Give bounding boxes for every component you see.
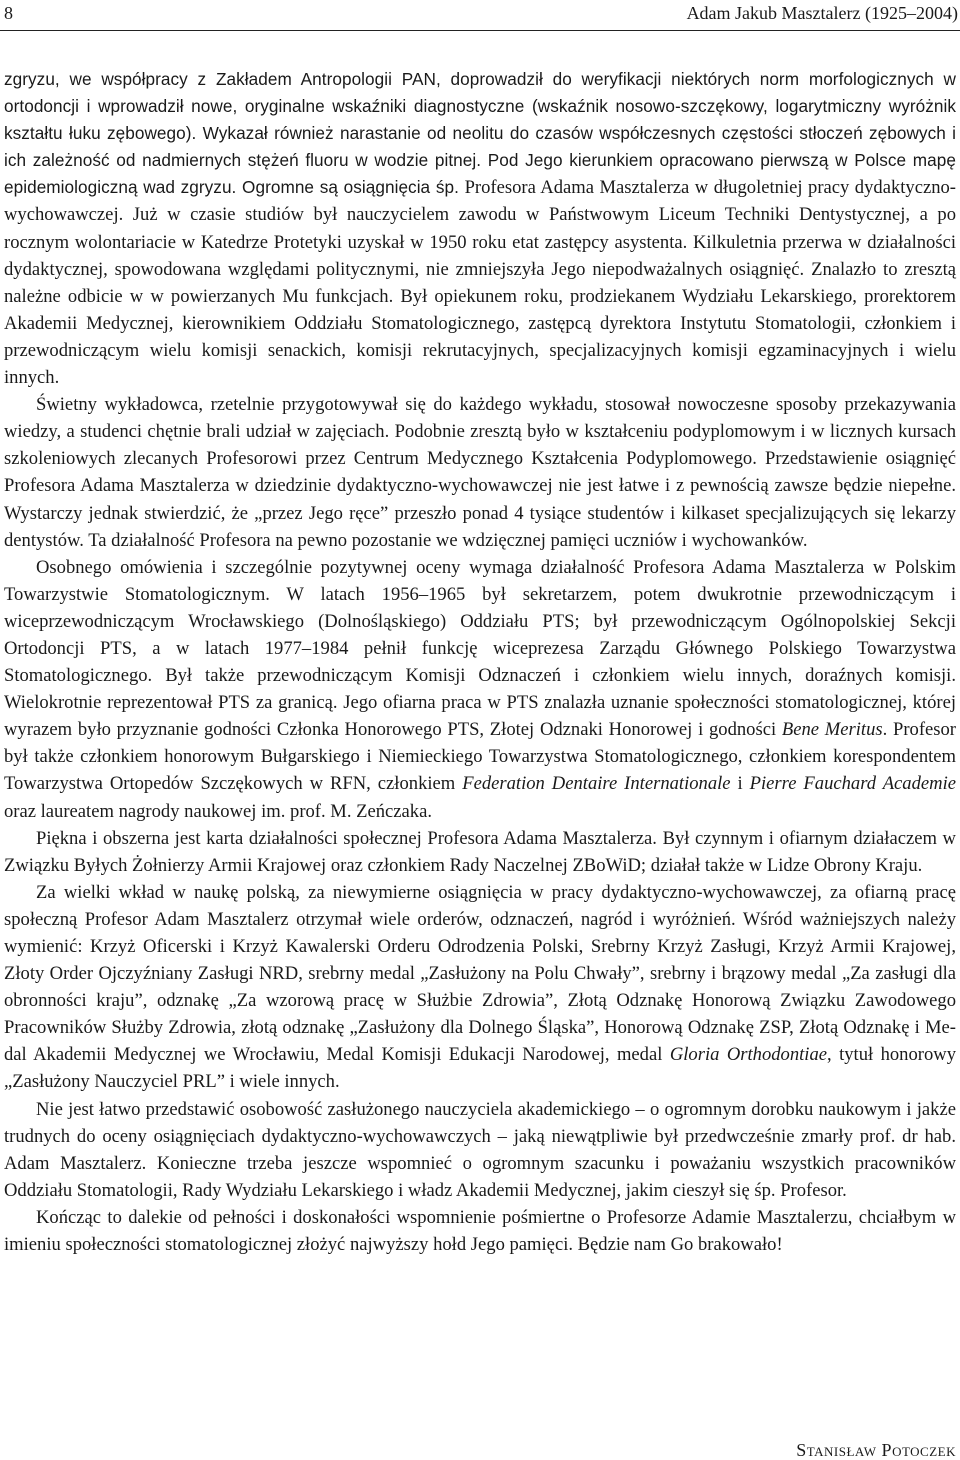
italic-term: Federation Dentaire Internationale — [462, 773, 731, 795]
text-run: Piękna i obszerna jest karta działalności społecznej Profesora Adama Masztalerza. Był czynnym i ofiarnym działaczem w Związku Byłych Żołnierzy Armii Krajowej oraz członkiem Rady Naczelnej ZBoWiD; działał także w Lidze Obrony Kraju. — [4, 827, 956, 876]
text-run: , tytuł honorowy „Zasłużony Nauczyciel PRL” i wiele innych. — [4, 1044, 956, 1093]
page-number: 8 — [4, 3, 13, 23]
text-run: Profesora Adama Masztalerza w długoletniej pracy dydaktyczno-wychowawczej. Już w czasie studiów był nauczycielem zawodu w Państwowym Liceum Techniki Dentystycznej, a po rocznym wolontariacie w Katedrze Protetyki uzyskał w 1950 roku etat zastępcy asystenta. Kilkuletnia przerwa w działalności dydaktycznej, spowodowana względami politycznymi, nie zmniejszyła Jego niepodważalnych osiągnięć. Znalazło to zresztą należne odbicie w w powierzanych Mu funkcjach. Był opiekunem roku, prodziekanem Wydziału Lekarskiego, prorektorem Akademii Medycznej, kierownikiem Oddziału Stomatologicznego, zastępcą dyrektora Instytutu Stomatologii, członkiem i przewodniczącym wielu komisji senackich, komisji rekrutacyjnych, specjalizacyjnych komisji egzaminacyjnych i wielu innych. — [4, 177, 957, 389]
text-run: Kończąc to dalekie od pełności i doskonałości wspomnienie pośmiertne o Profesorze Adamie Masztalerzu, chciałbym w imieniu społeczności stomatologicznej złożyć najwyższy hołd Jego pamięci. Będzie nam Go brakowało! — [4, 1206, 956, 1256]
text-run: Za wielki wkład w naukę polską, za niewymierne osiągnięcia w pracy dydaktyczno-wychowawczej, za ofiarną pracę społeczną Profesor Adam Masztalerz otrzymał wiele orderów, odznaczeń, nagród i wyróżnień. Wśród ważniejszych należy wymienić: Krzyż Oficerski i Krzyż Kawalerski Orderu Odrodzenia Polski, Srebrny Krzyż Zasługi, Krzyż Armii Krajowej, Złoty Order Ojczyźniany Zasługi NRD, srebrny medal „Zasłużony na Polu Chwały”, srebrny i brązowy medal „Za zasługi dla obronności kraju”, odznakę „Za wzorową pracę w Służbie Zdrowia”, Złotą Odznakę Honorową Związku Zawodowego Pracowników Służby Zdrowia, złotą odznakę „Zasłużony dla Dolnego Śląska”, Honorową Odznakę ZSP, Złotą Odznakę i Medal Akademii Medycznej we Wrocławiu, Medal Komisji Edukacji Narodowej, medal — [4, 881, 956, 1066]
text-run: oraz laureatem nagrody naukowej im. prof. M. Zeńczaka. — [4, 800, 432, 822]
italic-term: Bene Meritus — [781, 719, 883, 741]
text-run: . Profesor był także członkiem honorowym Bułgarskiego i Niemieckiego Towarzystwa Stomatologicznego, członkiem korespondentem Towarzystwa Ortopedów Szczękowych w RFN, członkiem — [4, 719, 956, 795]
text-run: zgryzu, we współpracy z Zakładem Antropologii PAN, doprowadził do weryfikacji niektórych norm morfologicznych w ortodoncji i wprowadził nowe, oryginalne wskaźniki diagnostyczne (wskaźnik nosowo-szczękowy, logarytmiczny wyróżnik kształtu łuku zębowego). Wykazał również narastanie od neolitu do czasów współczesnych częstości stłoczeń zębowych i ich zależność od nadmiernych stężeń fluoru w wodzie pitnej. Pod Jego kierunkiem opracowano pierwszą w Polsce mapę epidemiologiczną wad zgryzu. Ogromne są osiągnięcia śp. — [4, 69, 956, 198]
paragraph — [4, 879, 956, 1096]
page-header — [4, 2, 958, 30]
running-title: Adam Jakub Masztalerz (1925–2004) — [686, 3, 958, 23]
paragraph — [4, 391, 956, 554]
author-signature: Stanisław Potoczek — [796, 1440, 956, 1460]
paragraph — [4, 1096, 956, 1204]
italic-term: Gloria Orthodontiae — [669, 1044, 828, 1066]
article-body — [4, 66, 956, 1258]
paragraph — [4, 1204, 956, 1258]
text-run: i — [730, 773, 750, 795]
paragraph — [4, 825, 956, 879]
paragraph — [4, 554, 956, 825]
text-run: Świetny wykładowca, rzetelnie przygotowywał się do każdego wykładu, stosował nowoczesne sposoby przekazywania wiedzy, a studenci chętnie brali udział w zajęciach. Podobnie zresztą było w kształceniu podyplomowym i w licznych kursach szkoleniowych zlecanych Profesorowi przez Centrum Medycznego Kształcenia Podyplomowego. Przedstawienie osiągnięć Profesora Adama Masztalerza w dziedzinie dydaktyczno-wychowawczej nie jest łatwe i z pewnością zawsze będzie niepełne. Wystarczy jednak stwierdzić, że „przez Jego ręce” przeszło ponad 4 tysiące studentów i kilkaset specjalizujących się lekarzy dentystów. Ta działalność Profesora na pewno pozostanie we wdzięcznej pamięci uczniów i wychowanków. — [4, 394, 956, 551]
italic-term: Pierre Fauchard Academie — [749, 773, 957, 795]
header-rule — [0, 30, 960, 31]
paragraph — [4, 66, 956, 391]
text-run: Osobnego omówienia i szczególnie pozytywnej oceny wymaga działalność Profesora Adama Masztalerza w Polskim Towarzystwie Stomatologicznym. W latach 1956–1965 był sekretarzem, potem dwukrotnie przewodniczącym i wiceprzewodniczącym Wrocławskiego (Dolnośląskiego) Oddziału PTS; był przewodniczącym Ogólnopolskiej Sekcji Ortodoncji PTS, a w latach 1977–1984 pełnił funkcję wiceprezesa Zarządu Głównego Polskiego Towarzystwa Stomatologicznego. Był także przewodniczącym Komisji Odznaczeń i członkiem wielu innych, doraźnych komisji. Wielokrotnie reprezentował PTS za granicą. Jego ofiarna praca w PTS znalazła uznanie społeczności stomatologicznej, której wyrazem było przyznanie godności Członka Honorowego PTS, Złotej Odznaki Honorowej i godności — [4, 556, 956, 741]
text-run: Nie jest łatwo przedstawić osobowość zasłużonego nauczyciela akademickiego – o ogromnym dorobku naukowym i jakże trudnych do oceny osiągnięciach dydaktyczno-wychowawczych – jaką niewątpliwie był przedwcześnie zmarły prof. dr hab. Adam Masztalerz. Konieczne trzeba jeszcze wspomnieć o ogromnym szacunku i poważaniu wszystkich pracowników Oddziału Stomatologii, Rady Wydziału Lekarskiego i władz Akademii Medycznej, jakim cieszył się śp. Profesor. — [4, 1098, 956, 1201]
